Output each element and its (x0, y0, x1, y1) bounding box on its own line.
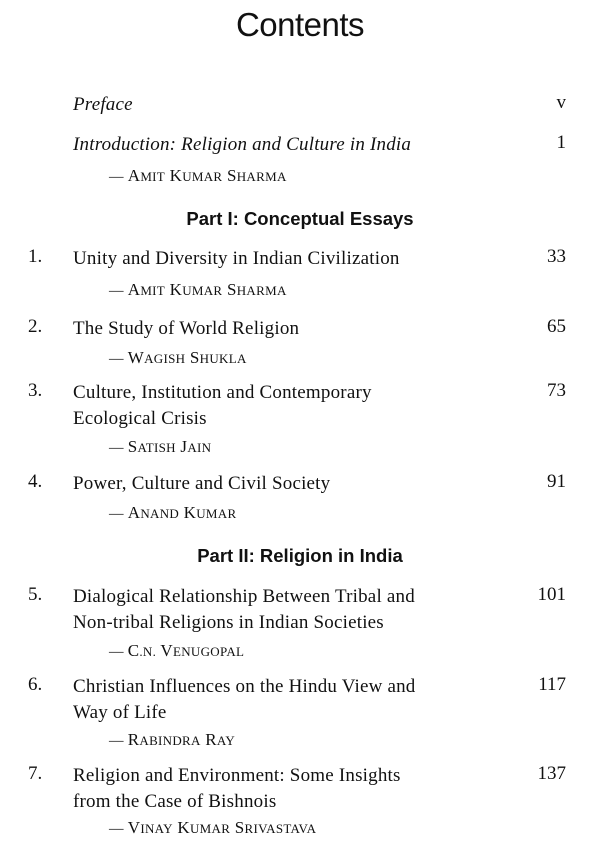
author-name: WAGISH SHUKLA (127, 348, 247, 367)
entry-page: 101 (537, 584, 566, 605)
entry-author: — ANAND KUMAR (109, 503, 237, 522)
entry-author: — VINAY KUMAR SRIVASTAVA (109, 818, 317, 837)
author-name: ANAND KUMAR (127, 503, 237, 522)
entry-page: 137 (537, 763, 566, 784)
part-heading: Part I: Conceptual Essays (186, 208, 414, 229)
chapter-number: 7. (28, 763, 43, 784)
entry-author: — AMIT KUMAR SHARMA (109, 166, 287, 185)
author-name: SATISH JAIN (127, 437, 212, 456)
part-heading: Part II: Religion in India (197, 545, 403, 566)
author-name: C.N. VENUGOPAL (127, 641, 245, 660)
chapter-number: 5. (28, 584, 43, 605)
entry-title-line: Culture, Institution and Contemporary (73, 382, 372, 403)
entry-title: Introduction: Religion and Culture in India (73, 134, 412, 155)
author-name: RABINDRA RAY (127, 730, 236, 749)
chapter-number: 6. (28, 674, 43, 695)
entry-title-line: The Study of World Religion (73, 318, 300, 339)
entry-author: — WAGISH SHUKLA (109, 348, 247, 367)
entry-author: — RABINDRA RAY (109, 730, 236, 749)
entry-page: 91 (547, 471, 566, 492)
entry-page: 33 (547, 246, 566, 267)
entry-title-line: Religion and Environment: Some Insights (73, 765, 401, 786)
entry-page: v (556, 92, 566, 113)
entry-page: 1 (556, 132, 566, 153)
author-name: AMIT KUMAR SHARMA (127, 280, 287, 299)
entry-page: 73 (547, 380, 566, 401)
author-name: AMIT KUMAR SHARMA (127, 166, 287, 185)
entry-title-line: Christian Influences on the Hindu View and (73, 676, 416, 697)
chapter-number: 3. (28, 380, 43, 401)
chapter-number: 1. (28, 246, 43, 267)
entry-title-line: Non-tribal Religions in Indian Societies (73, 612, 384, 633)
chapter-number: 4. (28, 471, 43, 492)
author-name: VINAY KUMAR SRIVASTAVA (127, 818, 317, 837)
entry-title-line: Power, Culture and Civil Society (73, 473, 331, 494)
entry-title-line: Way of Life (73, 702, 167, 723)
chapter-number: 2. (28, 316, 43, 337)
entry-title-line: Ecological Crisis (73, 408, 207, 429)
entry-title-line: Dialogical Relationship Between Tribal and (73, 586, 415, 607)
entry-title: Preface (73, 94, 133, 115)
entry-page: 117 (538, 674, 566, 695)
entry-author: — SATISH JAIN (109, 437, 212, 456)
entry-author: — AMIT KUMAR SHARMA (109, 280, 287, 299)
entry-page: 65 (547, 316, 566, 337)
page-title: Contents (235, 6, 365, 43)
entry-author: — C.N. VENUGOPAL (109, 641, 245, 660)
entry-title-line: Unity and Diversity in Indian Civilization (73, 248, 400, 269)
entry-title-line: from the Case of Bishnois (73, 791, 277, 812)
